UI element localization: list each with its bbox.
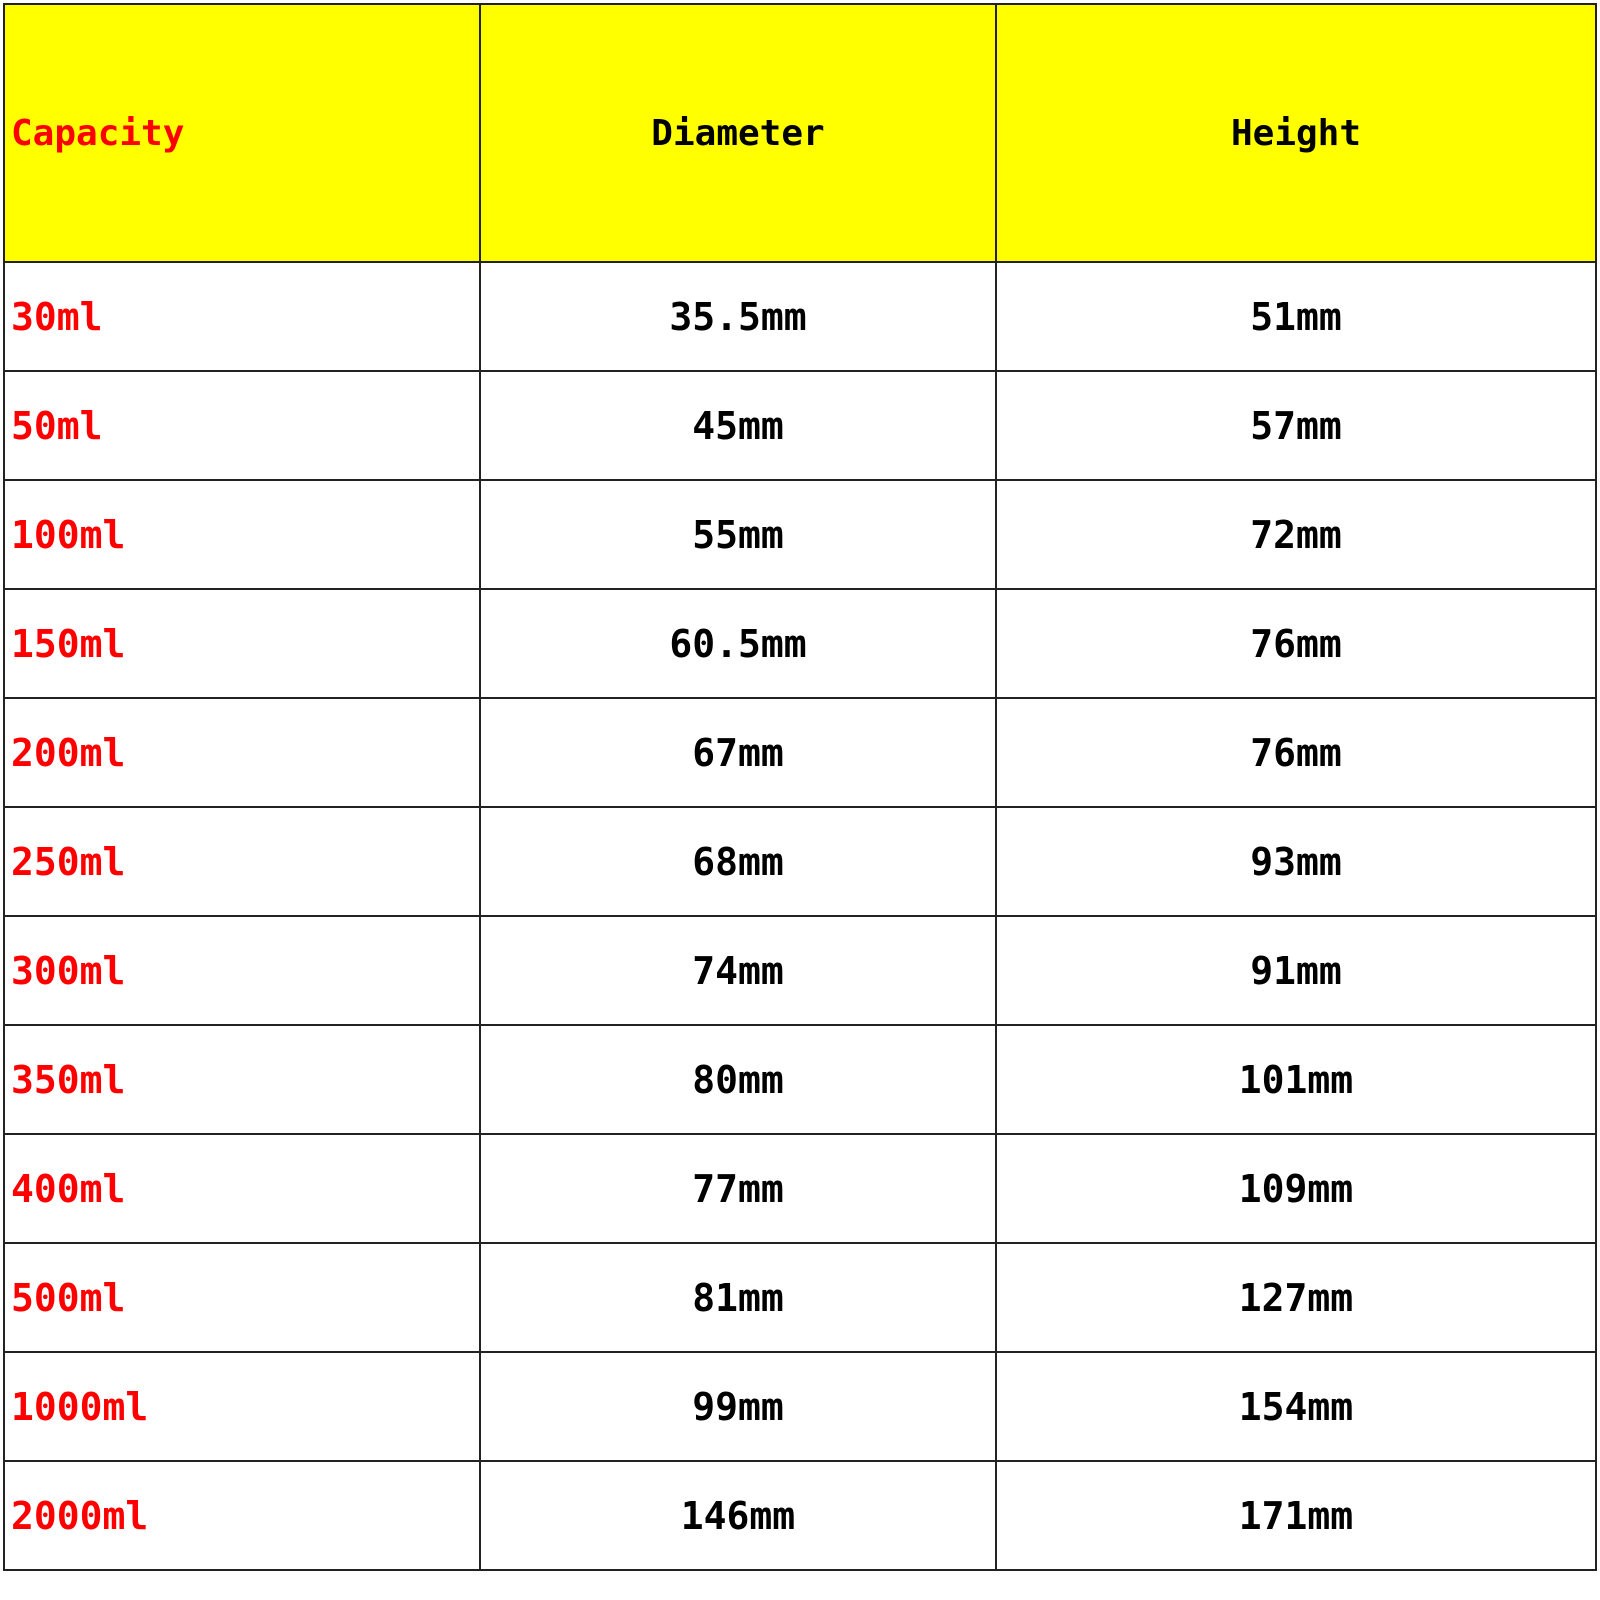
- height-header: Height: [996, 4, 1596, 262]
- diameter-cell: 146mm: [480, 1461, 996, 1570]
- table-row: [4, 698, 1596, 807]
- diameter-cell: 74mm: [480, 916, 996, 1025]
- table-row: [4, 807, 1596, 916]
- diameter-cell: 99mm: [480, 1352, 996, 1461]
- table-row: [4, 1352, 1596, 1461]
- capacity-cell: 350ml: [4, 1025, 480, 1134]
- height-cell: 76mm: [996, 698, 1596, 807]
- diameter-header: Diameter: [480, 4, 996, 262]
- height-cell: 91mm: [996, 916, 1596, 1025]
- table-row: [4, 916, 1596, 1025]
- diameter-cell: 35.5mm: [480, 262, 996, 371]
- capacity-cell: 30ml: [4, 262, 480, 371]
- table-row: [4, 589, 1596, 698]
- height-cell: 93mm: [996, 807, 1596, 916]
- height-cell: 127mm: [996, 1243, 1596, 1352]
- table-row: [4, 1134, 1596, 1243]
- table-row: [4, 1025, 1596, 1134]
- capacity-cell: 500ml: [4, 1243, 480, 1352]
- capacity-cell: 1000ml: [4, 1352, 480, 1461]
- capacity-cell: 50ml: [4, 371, 480, 480]
- header-row: [4, 4, 1596, 262]
- height-cell: 72mm: [996, 480, 1596, 589]
- capacity-header: Capacity: [4, 4, 480, 262]
- diameter-cell: 67mm: [480, 698, 996, 807]
- height-cell: 76mm: [996, 589, 1596, 698]
- height-cell: 51mm: [996, 262, 1596, 371]
- diameter-cell: 81mm: [480, 1243, 996, 1352]
- capacity-cell: 400ml: [4, 1134, 480, 1243]
- capacity-cell: 200ml: [4, 698, 480, 807]
- height-cell: 171mm: [996, 1461, 1596, 1570]
- diameter-cell: 55mm: [480, 480, 996, 589]
- table-row: [4, 480, 1596, 589]
- capacity-cell: 2000ml: [4, 1461, 480, 1570]
- height-cell: 109mm: [996, 1134, 1596, 1243]
- diameter-cell: 45mm: [480, 371, 996, 480]
- height-cell: 101mm: [996, 1025, 1596, 1134]
- table-row: [4, 1461, 1596, 1570]
- size-table: [3, 3, 1597, 1571]
- height-cell: 154mm: [996, 1352, 1596, 1461]
- table-row: [4, 262, 1596, 371]
- capacity-cell: 300ml: [4, 916, 480, 1025]
- diameter-cell: 68mm: [480, 807, 996, 916]
- table-row: [4, 1243, 1596, 1352]
- capacity-cell: 250ml: [4, 807, 480, 916]
- diameter-cell: 60.5mm: [480, 589, 996, 698]
- diameter-cell: 80mm: [480, 1025, 996, 1134]
- height-cell: 57mm: [996, 371, 1596, 480]
- table-row: [4, 371, 1596, 480]
- capacity-cell: 150ml: [4, 589, 480, 698]
- capacity-cell: 100ml: [4, 480, 480, 589]
- diameter-cell: 77mm: [480, 1134, 996, 1243]
